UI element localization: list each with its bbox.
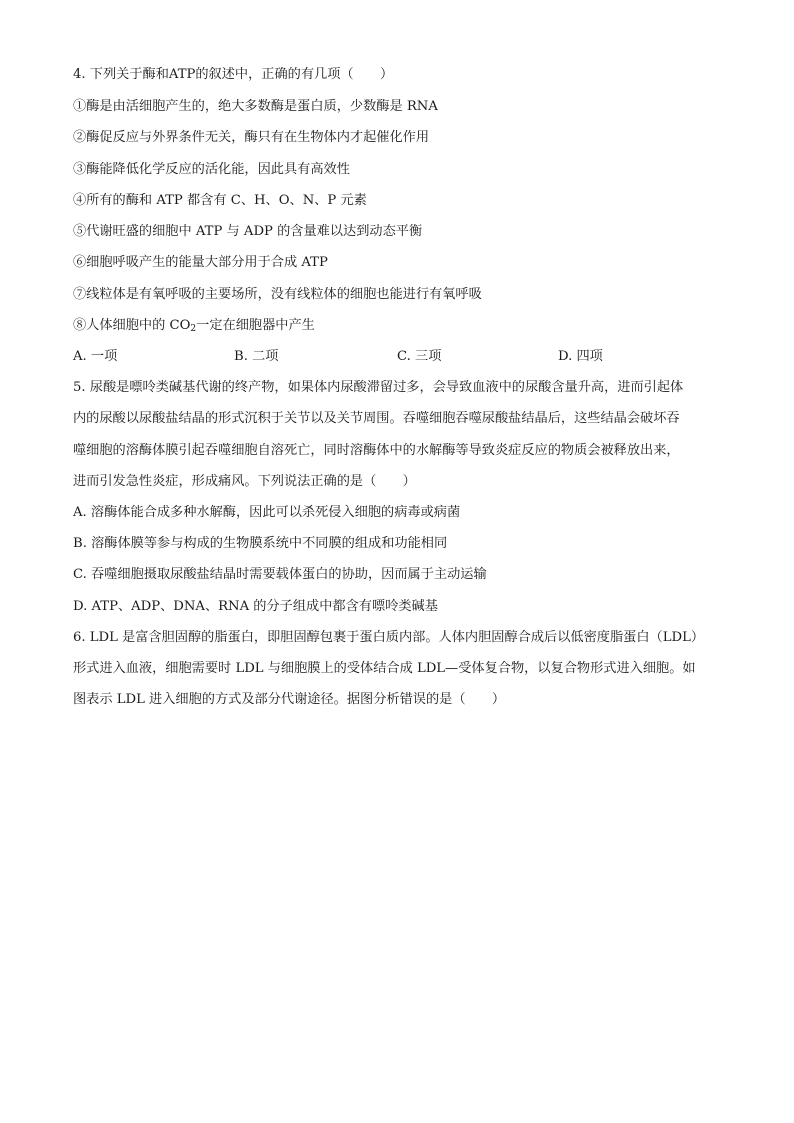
q5-option-c: C. 吞噬细胞摄取尿酸盐结晶时需要载体蛋白的协助，因而属于主动运输 <box>73 567 487 582</box>
q5-option-b: B. 溶酶体膜等参与构成的生物膜系统中不同膜的组成和功能相同 <box>73 536 448 551</box>
q4-item-4: ④所有的酶和 ATP 都含有 C、H、O、N、P 元素 <box>73 193 367 208</box>
q5-option-d: D. ATP、ADP、DNA、RNA 的分子组成中都含有嘌呤类碱基 <box>73 599 438 614</box>
q4-options <box>73 348 723 366</box>
q5-stem-line-2: 内的尿酸以尿酸盐结晶的形式沉积于关节以及关节周围。吞噬细胞吞噬尿酸盐结晶后，这些结晶会破坏吞 <box>73 411 680 426</box>
q4-option-d: D. 四项 <box>558 349 603 364</box>
q4-item-1: ①酶是由活细胞产生的，绝大多数酶是蛋白质，少数酶是 RNA <box>73 99 438 114</box>
q4-item-8 <box>73 317 315 335</box>
q4-item-3: ③酶能降低化学反应的活化能，因此具有高效性 <box>73 162 350 177</box>
q4-stem: 4. 下列关于酶和ATP的叙述中，正确的有几项（ ） <box>73 67 394 82</box>
q5-option-a: A. 溶酶体能合成多种水解酶，因此可以杀死侵入细胞的病毒或病菌 <box>73 505 461 520</box>
q4-item-8-post: 一定在细胞器中产生 <box>196 318 315 333</box>
q5-stem-line-4: 进而引发急性炎症，形成痛风。下列说法正确的是（ ） <box>73 474 416 489</box>
q4-item-8-subscript: 2 <box>190 324 197 334</box>
q6-stem-line-3: 图表示 LDL 进入细胞的方式及部分代谢途径。据图分析错误的是（ ） <box>73 692 506 707</box>
q4-option-a: A. 一项 <box>73 349 118 364</box>
q4-item-5: ⑤代谢旺盛的细胞中 ATP 与 ADP 的含量难以达到动态平衡 <box>73 224 423 239</box>
q4-option-b: B. 二项 <box>234 349 279 364</box>
q4-item-6: ⑥细胞呼吸产生的能量大部分用于合成 ATP <box>73 255 328 270</box>
q5-stem-line-3: 噬细胞的溶酶体膜引起吞噬细胞自溶死亡，同时溶酶体中的水解酶等导致炎症反应的物质会被释放出来， <box>73 443 680 458</box>
q5-stem-line-1: 5. 尿酸是嘌呤类碱基代谢的终产物，如果体内尿酸滞留过多，会导致血液中的尿酸含量升高，进而引起体 <box>73 380 684 395</box>
q6-stem-line-1: 6. LDL 是富含胆固醇的脂蛋白，即胆固醇包裹于蛋白质内部。人体内胆固醇合成后以低密度脂蛋白（LDL） <box>73 630 705 645</box>
q4-option-c: C. 三项 <box>397 349 442 364</box>
q4-item-2: ②酶促反应与外界条件无关，酶只有在生物体内才起催化作用 <box>73 130 430 145</box>
q4-item-8-pre: ⑧人体细胞中的 CO <box>73 318 191 333</box>
q6-stem-line-2: 形式进入血液，细胞需要时 LDL 与细胞膜上的受体结合成 LDL—受体复合物，以复合物形式进入细胞。如 <box>73 661 696 676</box>
q4-item-7: ⑦线粒体是有氧呼吸的主要场所，没有线粒体的细胞也能进行有氧呼吸 <box>73 287 482 302</box>
